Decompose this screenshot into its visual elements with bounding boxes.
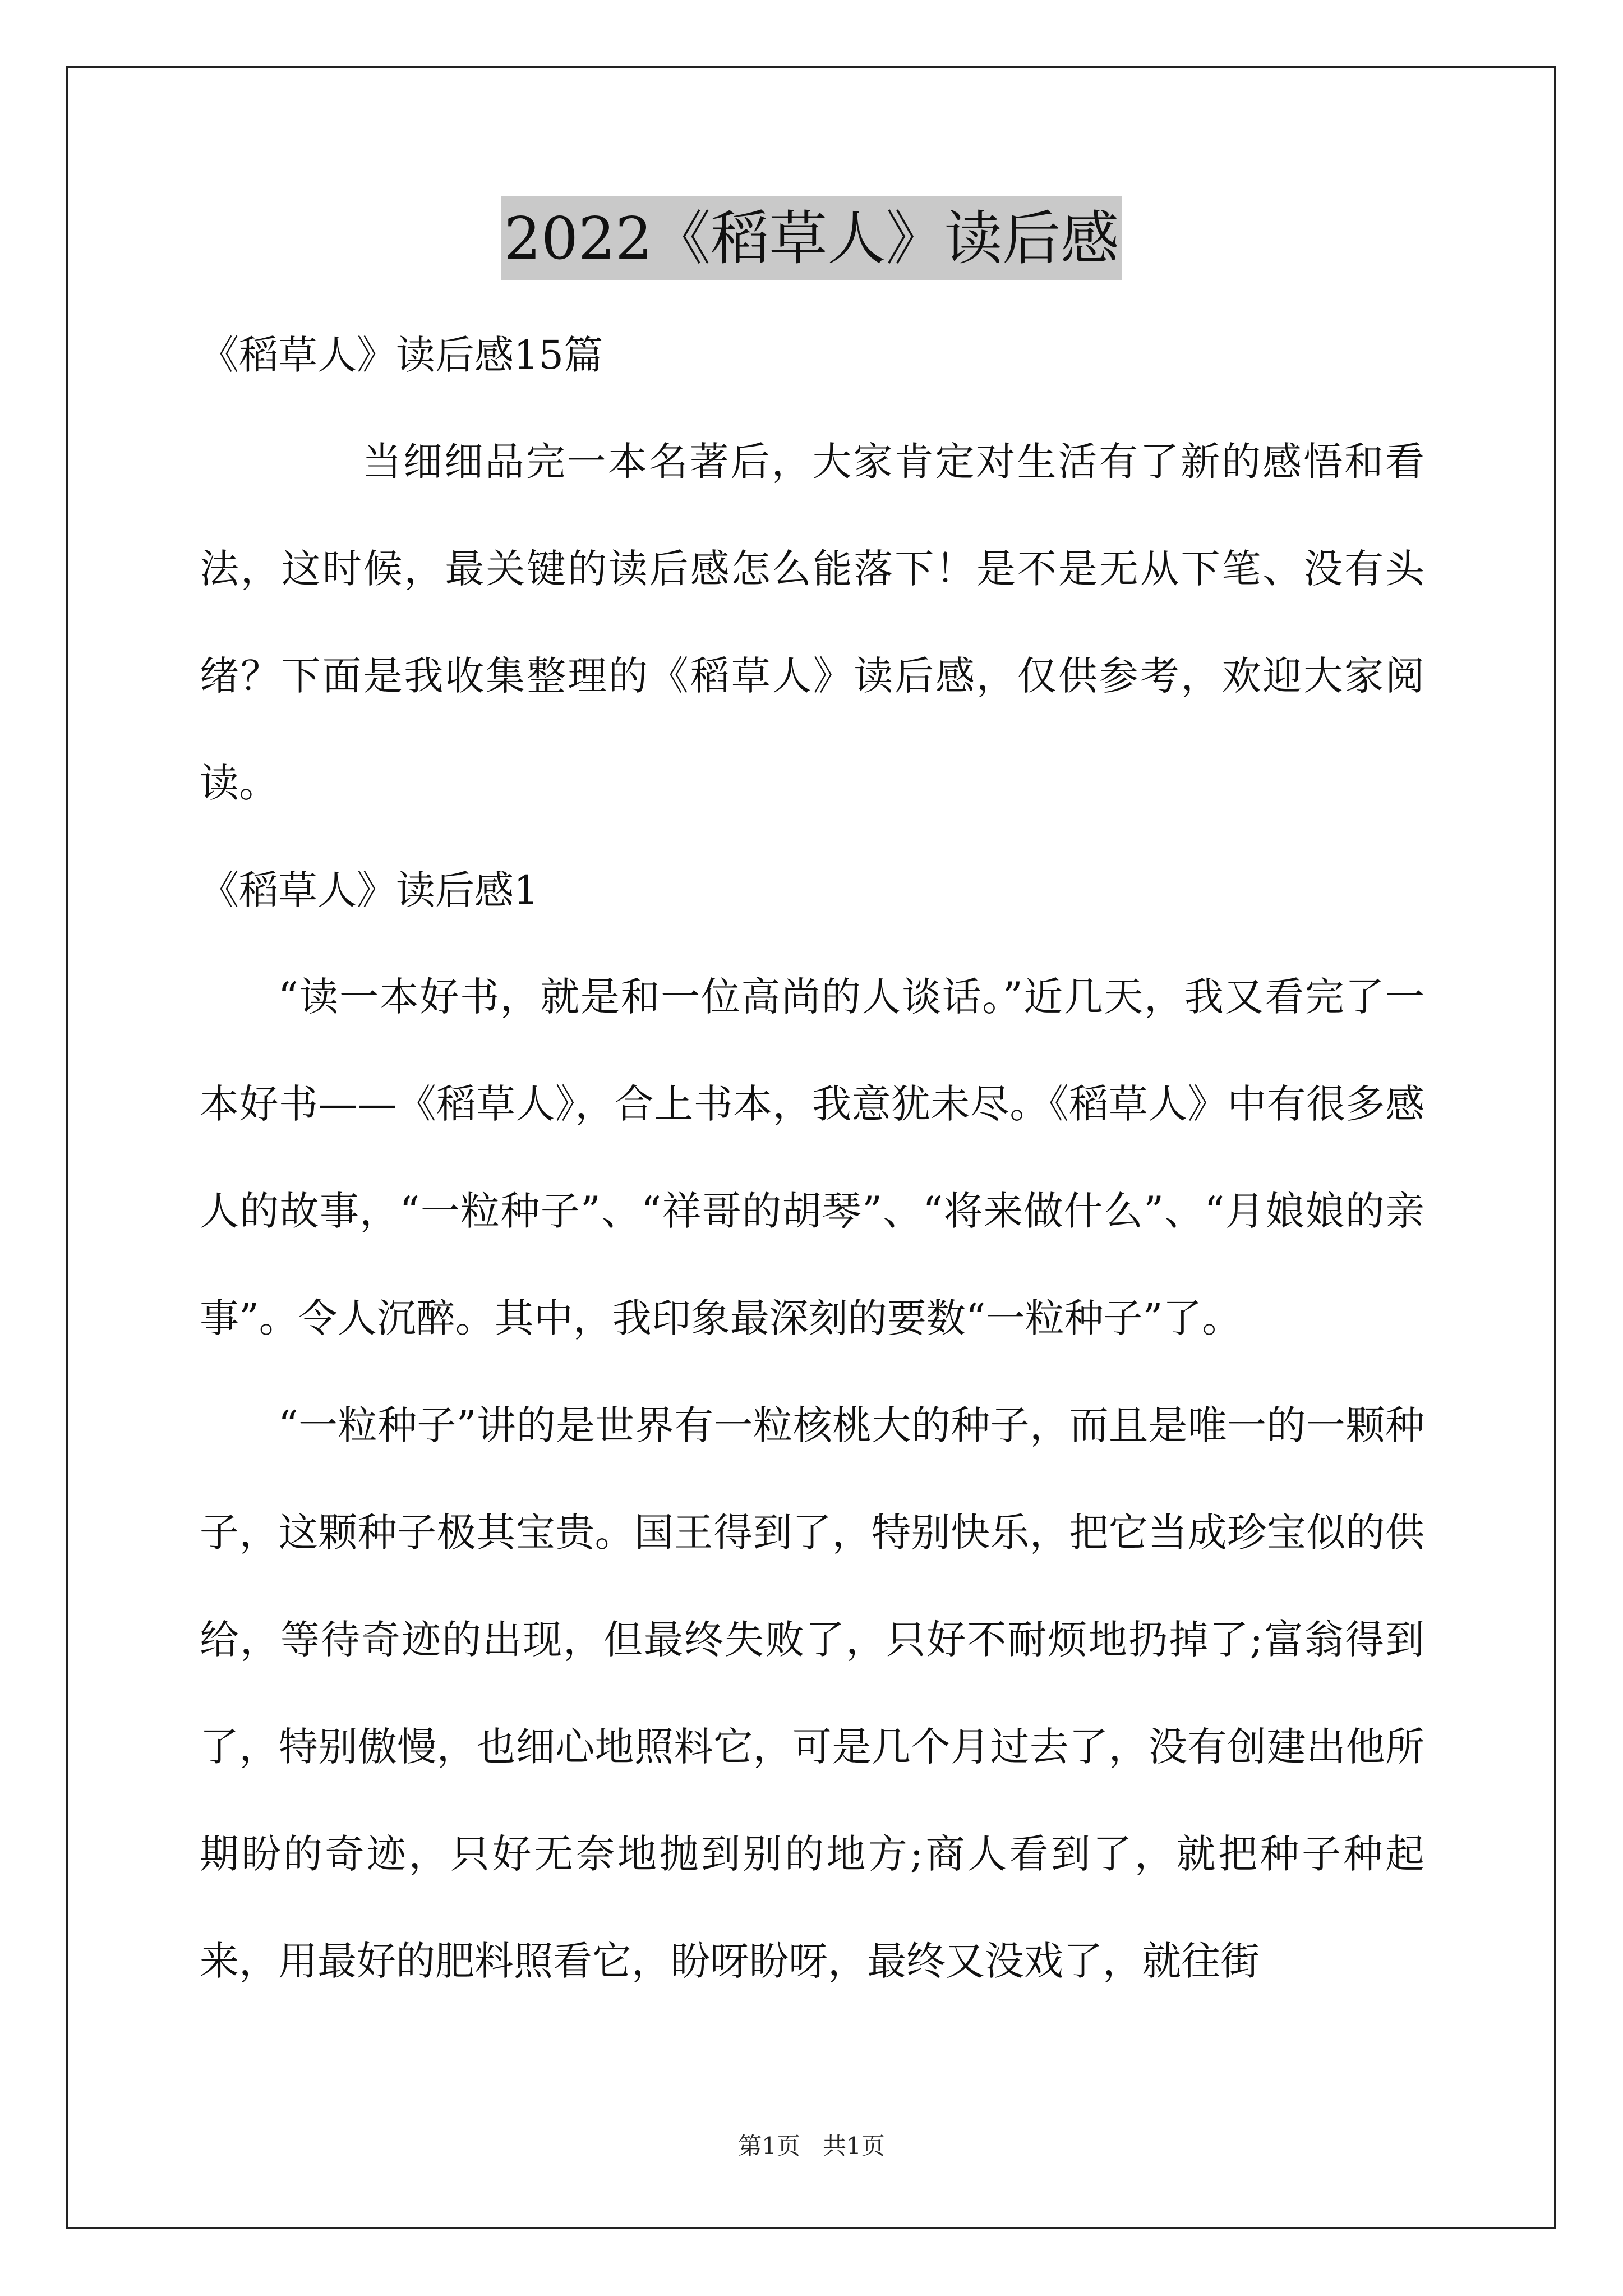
section-heading: 《稻草人》读后感1 bbox=[200, 867, 539, 913]
page-number: 第1页 bbox=[738, 2132, 800, 2160]
intro-paragraph: 当细细品完一本名著后，大家肯定对生活有了新的感悟和看法，这时候，最关键的读后感怎么能落下！是不是无从下笔、没有头绪？下面是我收集整理的《稻草人》读后感，仅供参考，欢迎大家阅读。 bbox=[200, 439, 1424, 806]
page-total: 共1页 bbox=[823, 2132, 885, 2160]
body-paragraph-1: “读一本好书，就是和一位高尚的人谈话。”近几天，我又看完了一本好书——《稻草人》，合上书本，我意犹未尽。《稻草人》中有很多感人的故事，“一粒种子”、“祥哥的胡琴”、“将来做什么”、“月娘娘的亲事”。令人沉醉。其中，我印象最深刻的要数“一粒种子”了。 bbox=[200, 974, 1424, 1341]
title-container bbox=[0, 196, 1623, 280]
subtitle-heading: 《稻草人》读后感15篇 bbox=[200, 332, 603, 378]
document-title: 2022《稻草人》读后感 bbox=[501, 196, 1123, 280]
page-footer bbox=[0, 2129, 1623, 2163]
document-body bbox=[200, 302, 1424, 2015]
body-paragraph-2: “一粒种子”讲的是世界有一粒核桃大的种子，而且是唯一的一颗种子，这颗种子极其宝贵。国王得到了，特别快乐，把它当成珍宝似的供给，等待奇迹的出现，但最终失败了，只好不耐烦地扔掉了;富翁得到了，特别傲慢，也细心地照料它，可是几个月过去了，没有创建出他所期盼的奇迹，只好无奈地抛到别的地方;商人看到了，就把种子种起来，用最好的肥料照看它，盼呀盼呀，最终又没戏了，就往街 bbox=[200, 1402, 1424, 1984]
